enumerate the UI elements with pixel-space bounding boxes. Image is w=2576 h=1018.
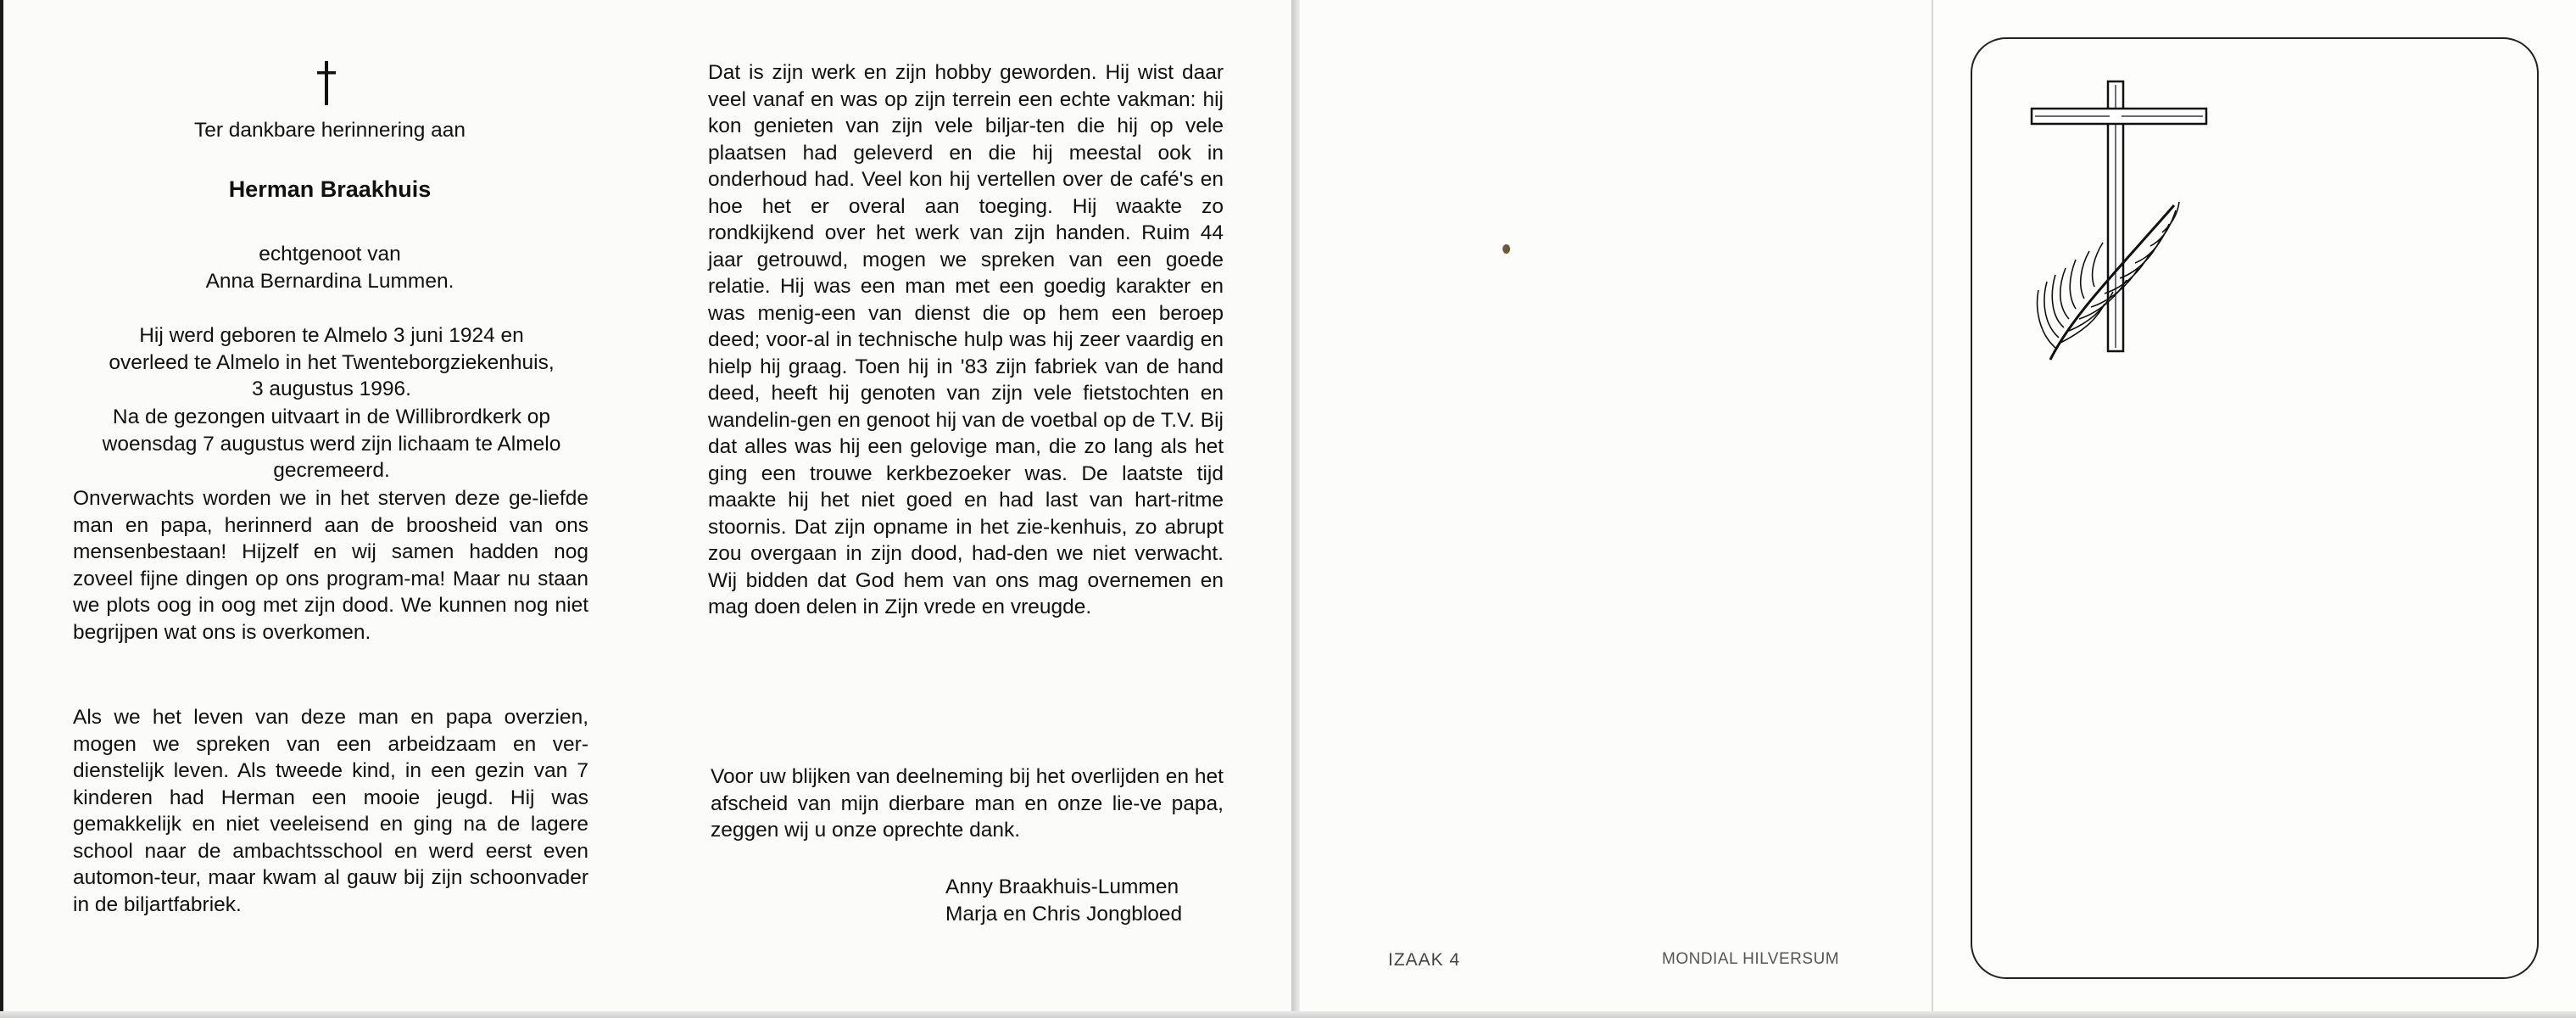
cross-icon [314, 59, 339, 107]
memorial-paragraph: Onverwachts worden we in het sterven deze ge-liefde man en papa, herinnerd aan de broosheid van ons mensenbestaan! Hijzelf en wij samen hadden nog zoveel fijne dingen op ons program-ma! Maar nu staan we plots oog in oog met zijn dood. We kunnen nog niet begrijpen wat ons is overkomen. [73, 487, 588, 644]
spouse-line: echtgenoot van [259, 243, 401, 266]
paper-speck [1503, 244, 1510, 254]
spouse-line: Anna Bernardina Lummen. [205, 269, 454, 293]
left-text-panel [0, 0, 644, 1018]
paper-edge [0, 1011, 2576, 1018]
intro-line: Ter dankbare herinnering aan [193, 119, 466, 142]
printer-name: MONDIAL HILVERSUM [1662, 950, 1840, 968]
spouse-block [139, 241, 521, 294]
funeral-block [73, 404, 590, 484]
deceased-name: Herman Braakhuis [228, 176, 432, 202]
thanks-paragraph: Voor uw blijken van deelneming bij het overlijden en het afscheid van mijn dierbare man en onze lie-ve papa, zeggen wij u onze oprechte dank. [711, 765, 1224, 842]
text-line: Hij werd geboren te Almelo 3 juni 1924 en [139, 324, 524, 347]
memorial-paragraph: Dat is zijn werk en zijn hobby geworden. Hij wist daar veel vanaf en was op zijn terrein een echte vakman: hij kon genieten van zijn vele biljar-ten die hij op vele plaatsen had geleverd en die hij meestal ook in onderhoud had. Veel kon hij vertellen over de café's en hoe het er overal aan toeging. Hij waakte zo rondkijkend over het werk van zijn handen. Ruim 44 jaar getrouwd, mogen we spreken van een goede relatie. Hij was een man met een goedig karakter en was menig-een van dienst die op hem een beroep deed; voor-al in technische hulp was hij zeer vaardig en hielp hij graag. Toen hij in '83 zijn fabriek van de hand deed, heeft hij genoten van zijn vele fietstochten en wandelin-gen en genoot hij van de voetbal op de T.V. Bij dat alles was hij een gelovige man, die zo lang als het ging een trouwe kerkbezoeker was. De laatste tijd maakte hij het niet goed en had last van hart-ritme stoornis. Dat zijn opname in het zie-kenhuis, zo abrupt zou overgaan in zijn dood, had-den we niet verwacht. Wij bidden dat God hem van ons mag overnemen en mag doen delen in Zijn vrede en vreugde. [708, 61, 1224, 618]
model-code: IZAAK 4 [1388, 950, 1461, 970]
text-line: overleed te Almelo in het Twenteborgziekenhuis, [109, 350, 555, 374]
middle-text-panel [644, 0, 1296, 1018]
memorial-paragraph: Als we het leven van deze man en papa overzien, mogen we spreken van een arbeidzaam en ver-dienstelijk leven. Als tweede kind, in een gezin van 7 kinderen had Herman een mooie jeugd. Hij was gemakkelijk en niet veeleisend en ging na de lagere school naar de ambachtsschool en werd eerst even automon-teur, maar kwam al gauw bij zijn schoonvader in de biljartfabriek. [73, 706, 588, 916]
text-line: 3 augustus 1996. [252, 378, 411, 400]
front-panel [1932, 0, 2576, 1018]
birth-death-block [73, 322, 590, 403]
fold-shadow [1291, 0, 1300, 1018]
back-panel [1297, 0, 1932, 1018]
cross-with-palm-icon [2021, 78, 2216, 426]
text-line: Na de gezongen uitvaart in de Willibrordkerk op [112, 406, 551, 428]
signature-line: Marja en Chris Jongbloed [945, 902, 1183, 926]
text-line: woensdag 7 augustus werd zijn lichaam te Almelo [102, 432, 561, 456]
text-line: gecremeerd. [273, 459, 390, 482]
signature-block [945, 874, 1234, 927]
signature-line: Anny Braakhuis-Lummen [945, 875, 1179, 898]
